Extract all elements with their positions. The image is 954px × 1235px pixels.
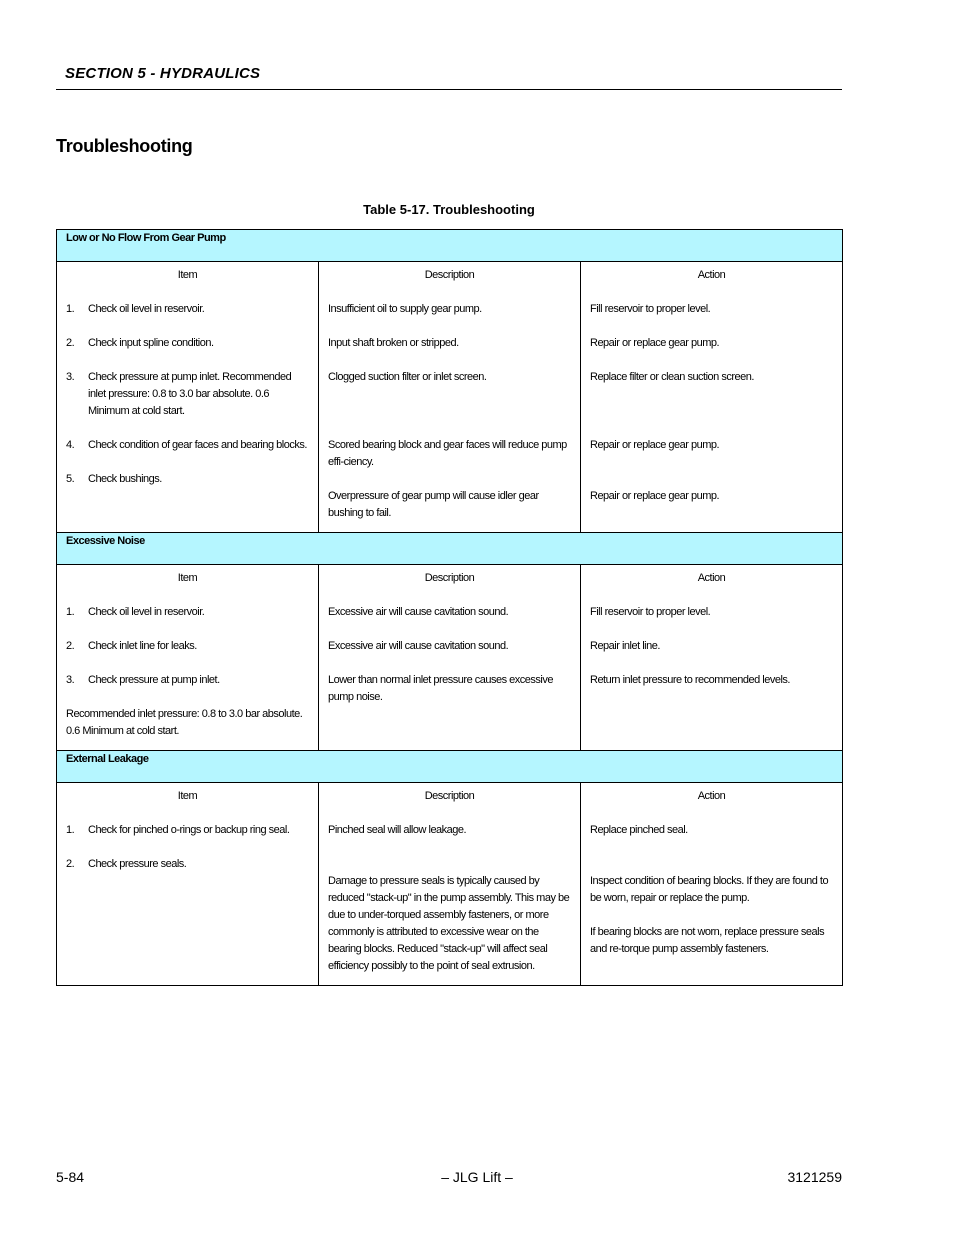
description-column bbox=[319, 262, 581, 533]
column-header-description: Description bbox=[424, 269, 475, 281]
action-text: Fill reservoir to proper level. bbox=[590, 303, 711, 315]
description-text: Input shaft broken or stripped. bbox=[328, 337, 459, 349]
group-header-excessive-noise: Excessive Noise bbox=[57, 533, 843, 565]
table-row bbox=[57, 783, 843, 986]
action-text: Return inlet pressure to recommended levels. bbox=[590, 674, 790, 686]
item-column bbox=[57, 783, 319, 986]
description-text: Scored bearing block and gear faces will reduce pump effi-ciency. bbox=[328, 439, 567, 468]
action-column bbox=[581, 783, 843, 986]
action-text: If bearing blocks are not worn, replace pressure seals and re-torque pump assembly fasteners. bbox=[590, 926, 825, 955]
header-rule bbox=[56, 89, 842, 90]
column-header-item: Item bbox=[177, 790, 198, 802]
list-item: 4. Check condition of gear faces and bearing blocks. bbox=[66, 439, 307, 451]
column-header-action: Action bbox=[697, 790, 726, 802]
description-text: Pinched seal will allow leakage. bbox=[328, 824, 467, 836]
table-row bbox=[57, 565, 843, 751]
column-header-action: Action bbox=[697, 572, 726, 584]
column-header-description: Description bbox=[424, 790, 475, 802]
description-text: Clogged suction filter or inlet screen. bbox=[328, 371, 487, 383]
description-text: Overpressure of gear pump will cause idler gear bushing to fail. bbox=[328, 490, 539, 519]
table-caption: Table 5-17. Troubleshooting bbox=[363, 202, 535, 217]
troubleshooting-table bbox=[56, 229, 843, 986]
document-number: 3121259 bbox=[787, 1169, 842, 1185]
page-number: 5-84 bbox=[56, 1169, 85, 1185]
item-note: Recommended inlet pressure: 0.8 to 3.0 bar absolute. 0.6 Minimum at cold start. bbox=[66, 708, 303, 737]
list-item: 2. Check input spline condition. bbox=[66, 337, 214, 349]
group-header-low-flow: Low or No Flow From Gear Pump bbox=[57, 230, 843, 262]
action-text: Fill reservoir to proper level. bbox=[590, 606, 711, 618]
description-text: Excessive air will cause cavitation sound. bbox=[328, 640, 509, 652]
column-header-item: Item bbox=[177, 572, 198, 584]
action-column bbox=[581, 262, 843, 533]
description-column bbox=[319, 783, 581, 986]
table-row bbox=[57, 262, 843, 533]
list-item: 3. Check pressure at pump inlet. Recommended inlet pressure: 0.8 to 3.0 bar absolute. 0.6 Minimum at cold start. bbox=[66, 371, 292, 417]
action-text: Replace pinched seal. bbox=[590, 824, 688, 836]
list-item: 3. Check pressure at pump inlet. bbox=[66, 674, 220, 686]
item-column bbox=[57, 262, 319, 533]
description-column bbox=[319, 565, 581, 751]
action-text: Inspect condition of bearing blocks. If they are found to be worn, repair or replace the pump. bbox=[590, 875, 829, 904]
page-heading: Troubleshooting bbox=[56, 136, 193, 156]
group-header-external-leakage: External Leakage bbox=[57, 751, 843, 783]
list-item: 1. Check oil level in reservoir. bbox=[66, 303, 205, 315]
item-column bbox=[57, 565, 319, 751]
action-text: Repair or replace gear pump. bbox=[590, 490, 720, 502]
list-item: 5. Check bushings. bbox=[66, 473, 162, 485]
action-text: Replace filter or clean suction screen. bbox=[590, 371, 754, 383]
description-text: Excessive air will cause cavitation sound. bbox=[328, 606, 509, 618]
column-header-action: Action bbox=[697, 269, 726, 281]
section-header: SECTION 5 - HYDRAULICS bbox=[65, 65, 261, 82]
list-item: 2. Check pressure seals. bbox=[66, 858, 187, 870]
description-text: Damage to pressure seals is typically caused by reduced "stack-up" in the pump assembly. This may be due to under-torqued assembly fasteners, or more commonly is attributed to excessive wear on the bearing blocks. Reduced "stack-up" will affect seal efficiency possibly to the point of seal extrusion. bbox=[328, 875, 570, 972]
list-item: 1. Check for pinched o-rings or backup ring seal. bbox=[66, 824, 290, 836]
footer-brand: – JLG Lift – bbox=[441, 1169, 513, 1185]
action-text: Repair or replace gear pump. bbox=[590, 439, 720, 451]
column-header-item: Item bbox=[177, 269, 198, 281]
action-text: Repair or replace gear pump. bbox=[590, 337, 720, 349]
action-column bbox=[581, 565, 843, 751]
column-header-description: Description bbox=[424, 572, 475, 584]
action-text: Repair inlet line. bbox=[590, 640, 660, 652]
description-text: Insufficient oil to supply gear pump. bbox=[328, 303, 482, 315]
list-item: 1. Check oil level in reservoir. bbox=[66, 606, 205, 618]
list-item: 2. Check inlet line for leaks. bbox=[66, 640, 197, 652]
description-text: Lower than normal inlet pressure causes excessive pump noise. bbox=[328, 674, 553, 703]
